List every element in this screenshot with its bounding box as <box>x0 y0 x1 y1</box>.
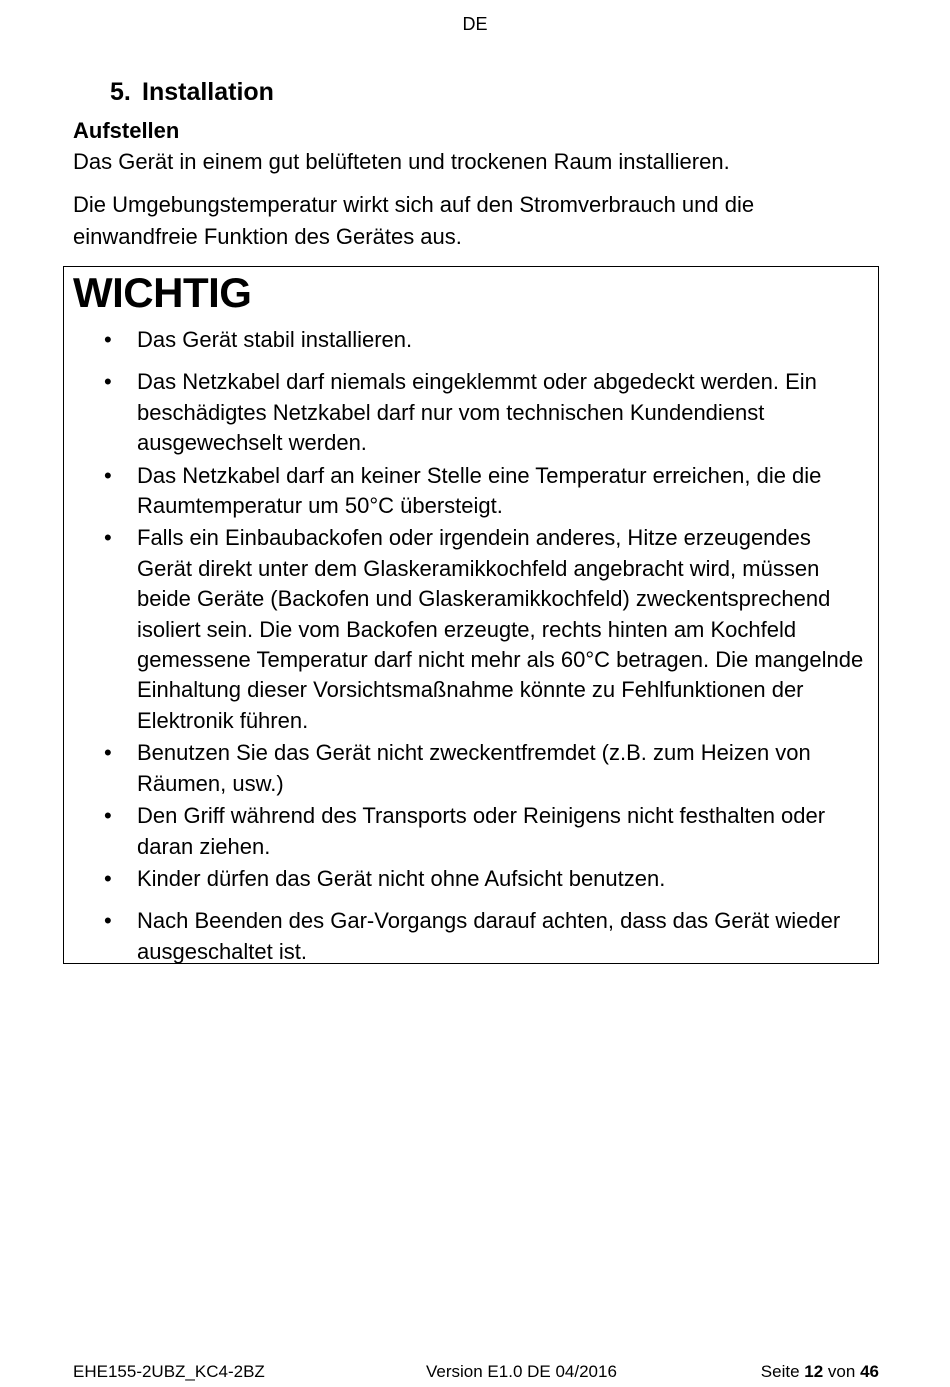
section-title: Installation <box>142 78 274 106</box>
footer-page-sep: von <box>827 1362 856 1381</box>
footer-page-prefix: Seite <box>760 1362 800 1381</box>
warning-item <box>64 367 880 458</box>
bullet-icon: • <box>104 865 112 891</box>
bullet-icon: • <box>104 369 112 395</box>
warning-item-text: Den Griff während des Transports oder Reinigens nicht festhalten oder daran ziehen. <box>137 803 826 859</box>
warning-item <box>64 325 880 355</box>
warning-box <box>63 266 879 964</box>
warning-item-text: Das Netzkabel darf niemals eingeklemmt oder abgedeckt werden. Ein beschädigtes Netzkabel darf nur vom technischen Kundendienst ausgewechselt werden. <box>137 369 817 456</box>
section-number: 5. <box>110 78 131 106</box>
footer-page-number <box>761 1362 879 1382</box>
bullet-icon: • <box>104 462 112 488</box>
section-heading <box>110 78 274 107</box>
bullet-icon: • <box>104 327 112 352</box>
footer-model: EHE155-2UBZ_KC4-2BZ <box>73 1362 265 1381</box>
intro-paragraph-2: Die Umgebungstemperatur wirkt sich auf den Stromverbrauch und die einwandfreie Funktion des Gerätes aus. <box>73 192 755 249</box>
footer-page-total: 46 <box>860 1362 879 1381</box>
language-code: DE <box>462 14 488 34</box>
footer-page-current: 12 <box>804 1362 824 1381</box>
warning-list <box>64 325 880 969</box>
warning-item-text: Nach Beenden des Gar-Vorgangs darauf achten, dass das Gerät wieder ausgeschaltet ist. <box>137 908 841 964</box>
footer-version: Version E1.0 DE 04/2016 <box>426 1362 617 1381</box>
warning-item-text: Das Netzkabel darf an keiner Stelle eine Temperatur erreichen, die die Raumtemperatur um 50°C übersteigt. <box>137 462 822 519</box>
bullet-icon: • <box>104 803 112 829</box>
warning-item-text: Falls ein Einbaubackofen oder irgendein anderes, Hitze erzeugendes Gerät direkt unter dem Glaskeramikkochfeld angebracht wird, müssen beide Geräte (Backofen und Glaskeramikkochfeld) zweckentsprechend isoliert sein. Die vom Backofen erzeugte, rechts hinten am Kochfeld gemessene Temperatur darf nicht mehr als 60°C betragen. Die mangelnde Einhaltung dieser Vorsichtsmaßnahme könnte zu Fehlfunktionen der Elektronik führen. <box>137 525 864 733</box>
warning-item <box>64 801 880 862</box>
bullet-icon: • <box>104 908 112 934</box>
warning-title: WICHTIG <box>73 269 252 316</box>
warning-item-text: Benutzen Sie das Gerät nicht zweckentfremdet (z.B. zum Heizen von Räumen, usw.) <box>137 740 811 796</box>
warning-item <box>64 738 880 799</box>
bullet-icon: • <box>104 525 112 551</box>
bullet-icon: • <box>104 740 112 766</box>
intro-paragraph-1: Das Gerät in einem gut belüfteten und trockenen Raum installieren. <box>73 149 730 174</box>
warning-item-text: Kinder dürfen das Gerät nicht ohne Aufsicht benutzen. <box>137 865 666 891</box>
subsection-heading: Aufstellen <box>73 118 180 143</box>
warning-item-text: Das Gerät stabil installieren. <box>137 327 413 352</box>
warning-item <box>64 523 880 736</box>
warning-item <box>64 461 880 522</box>
warning-item <box>64 906 880 967</box>
warning-item <box>64 864 880 894</box>
